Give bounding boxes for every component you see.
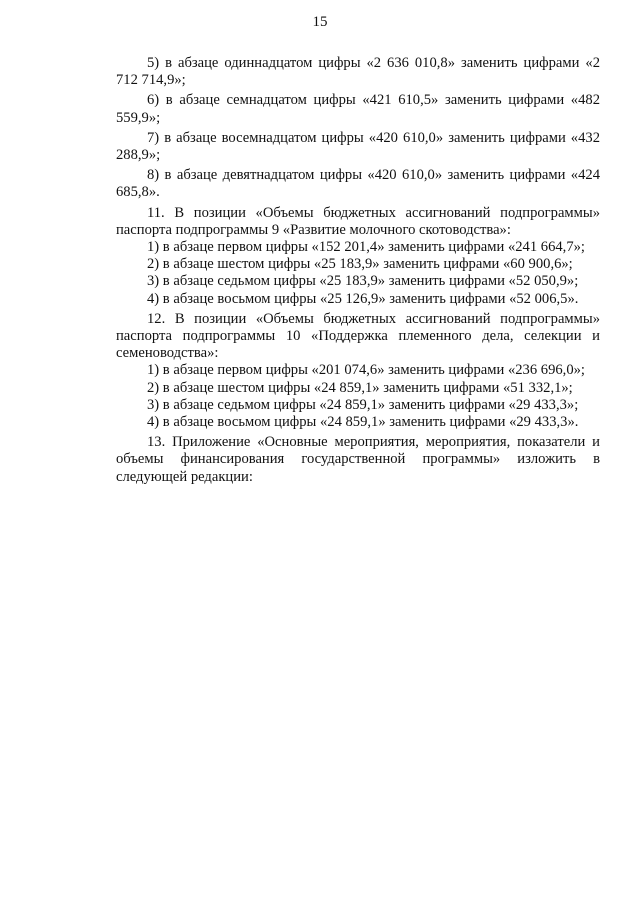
paragraph-section-12-item-1: 1) в абзаце первом цифры «201 074,6» заменить цифрами «236 696,0»; <box>147 362 585 379</box>
paragraph-item-5: 5) в абзаце одиннадцатом цифры «2 636 010,8» заменить цифрами «2 712 714,9»; <box>116 55 600 89</box>
document-body <box>116 52 600 486</box>
paragraph-section-11: 11. В позиции «Объемы бюджетных ассигнований подпрограммы» паспорта подпрограммы 9 «Развитие молочного скотоводства»: <box>116 204 600 238</box>
paragraph-section-11-item-3: 3) в абзаце седьмом цифры «25 183,9» заменить цифрами «52 050,9»; <box>147 273 579 290</box>
paragraph-item-8: 8) в абзаце девятнадцатом цифры «420 610,0» заменить цифрами «424 685,8». <box>116 167 600 201</box>
paragraph-section-12-item-4: 4) в абзаце восьмом цифры «24 859,1» заменить цифрами «29 433,3». <box>147 414 579 431</box>
page-number: 15 <box>312 14 328 30</box>
paragraph-section-13: 13. Приложение «Основные мероприятия, мероприятия, показатели и объемы финансирования государственной программы» изложить в следующей редакции: <box>116 434 600 485</box>
paragraph-section-11-item-4: 4) в абзаце восьмом цифры «25 126,9» заменить цифрами «52 006,5». <box>147 290 579 307</box>
paragraph-section-11-item-2: 2) в абзаце шестом цифры «25 183,9» заменить цифрами «60 900,6»; <box>147 256 573 273</box>
paragraph-item-6: 6) в абзаце семнадцатом цифры «421 610,5» заменить цифрами «482 559,9»; <box>116 92 600 126</box>
paragraph-section-12-item-3: 3) в абзаце седьмом цифры «24 859,1» заменить цифрами «29 433,3»; <box>147 396 579 413</box>
paragraph-item-7: 7) в абзаце восемнадцатом цифры «420 610,0» заменить цифрами «432 288,9»; <box>116 129 600 164</box>
paragraph-section-12: 12. В позиции «Объемы бюджетных ассигнований подпрограммы» паспорта подпрограммы 10 «Поддержка племенного дела, селекции и семеноводства»: <box>116 310 600 362</box>
paragraph-section-12-item-2: 2) в абзаце шестом цифры «24 859,1» заменить цифрами «51 332,1»; <box>147 379 573 396</box>
paragraph-section-11-item-1: 1) в абзаце первом цифры «152 201,4» заменить цифрами «241 664,7»; <box>147 239 585 256</box>
